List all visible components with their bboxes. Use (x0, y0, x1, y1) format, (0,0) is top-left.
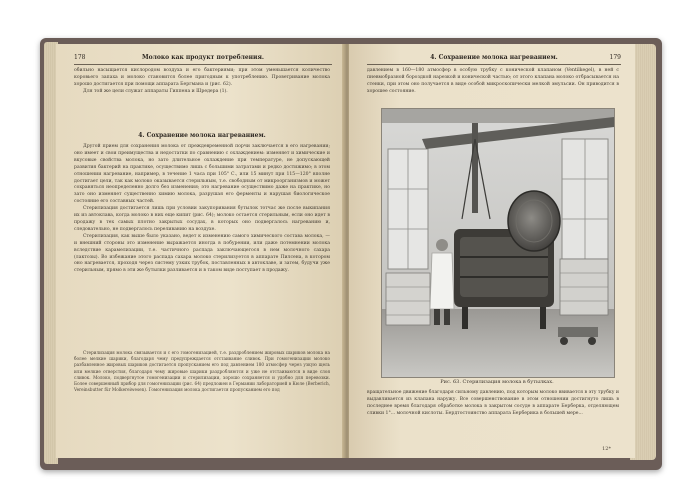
left-body-paragraph-2: Стерилизация достигается лишь при условии закупоривания бутылок тотчас же после выкипания их из автоклава, когда молоко в них еще кипит (рис. 64); молоко остается стерильным, если оно идет в продажу в тех самых плотно закрытых сосудах, в которых оно подвергалось нагреванию и, следовательно, не подвергалось переливанию на воздухе. (74, 206, 330, 232)
right-page-number: 179 (609, 54, 621, 61)
left-page-number: 178 (74, 54, 86, 61)
left-top-paragraph: обильно насыщается кислородом воздуха и его бактериями; при этом уменьшается количество коровьего запаха и молоко становится более пригодным к употреблению. Проветривание молока хорошо достигается при помощи аппарата Бергмана и (рис. 62). Для той же цели служат аппараты Гиппена и Шредера (1). (74, 68, 330, 94)
signature-mark: 12* (602, 446, 611, 452)
left-body-paragraph-1: Другой прием для сохранения молока от преждевременной порчи заключается в его нагревании; оно имеет и свои преимущества и недостатки по сравнению с охлаждением: изменяет и химические и вкусовые свойства молока, но зато длительное охлаждение при температуре, не допускающей развития бактерий на практике, осуществимо лишь с большими затратами и редко достижимо; в этом отношении нагревание, например, в течение 1 часа при 105° С., или 15 минут при 115—120° вполне достигает цели, так как молоко оказывается стерильным, т.е. свободным от микроорганизмов и может сохраняться неопределенно долго без изменения; это нагревание осуществимо даже на практике, но зато оно изменяет существенно химию молока, разрушая его ферменты и нарушая биологическое состояние его составных частей. (74, 144, 330, 205)
right-top-paragraph: давлением в 160—180 атмосфер в особую трубку с конической клапаном (Ventilkegel), в ней с пневмобразной бороздкой нарезкой и конической частью; от этого клапана молоко отбрасывается на стенки, при этом оно получается в виде особой микроскопически мелкой эмульсии. Он приводится в хорошее состояние. (367, 68, 619, 94)
left-page (56, 44, 346, 458)
section-heading: 4. Сохранение молока нагреванием. (138, 132, 266, 139)
right-running-title: 4. Сохранение молока нагреванием. (430, 54, 558, 61)
figure-caption: Рис. 63. Стерилизация молока в бутылках. (440, 379, 554, 385)
left-body (74, 144, 330, 275)
left-body-paragraph-3: Стерилизация, как выше было указано, ведет к изменению самого химического состава молока, — и внешний стороны это изменение выражается иногда в побурении, или даже потемнении молока вследствие карамелизации, т.е. частичного распада заключающегося в нем молочного сахара (лактозы). Во избежание этого распада сахара молоко стерилизуется в аппарате Пилсена, в котором оно нагревается, проходя через систему узких трубок, поставленных в автоклаве, и затем, будучи уже стерильным, прямо в эти же бутылки разливается и в таком виде поступает в продажу. (74, 233, 330, 274)
right-bottom-paragraph: вращательное движение благодаря сильному давлению, под которым молоко ввивается в эту трубку и выдавливается из клапана наружу. Все совершенствование в этом отношении достигнуто лишь в последнее время благодаря обработке молока в закрытом сосуде в аппарате Берберка, отделяющем сливки 1°... молочной кислоты. Бердтостоинство аппарата Берберика в большей мере... (367, 390, 619, 416)
left-running-header (74, 54, 332, 65)
left-small-text: Стерилизация молока связывается и с его гомогенизацией, т.е. раздроблением жировых шариков молока на более мелкие шарики, благодаря чему предупреждается отстаивание сливок. При гомогенизации молоко разбавленное жировых шариков достигается пропусканием его под давлением 180 атмосфер через узкую щель или мелкие отверстия, благодаря чему жировые шарики раздробляются и уже не отстаиваются в виде слоя сливок. Молоко, подвергнутое гомогенизации и стерилизации, хорошо сохраняется и удобно для перевозки. Более совершенный прибор для гомогенизации (рис. 64) предложен в Германии лабораторией в Кюле (Berberich, Vereinsbutter für Molkereiwesen). Гомогенизация молока достигается пропусканием его под (74, 350, 330, 393)
left-running-title: Молоко как продукт потребления. (141, 54, 265, 61)
sterilization-photo (381, 108, 615, 378)
right-running-header (367, 54, 621, 65)
right-page (349, 44, 635, 458)
left-top-line2: Для той же цели служат аппараты Гиппена и Шредера (1). (83, 88, 228, 94)
photo-illustration (382, 109, 614, 377)
